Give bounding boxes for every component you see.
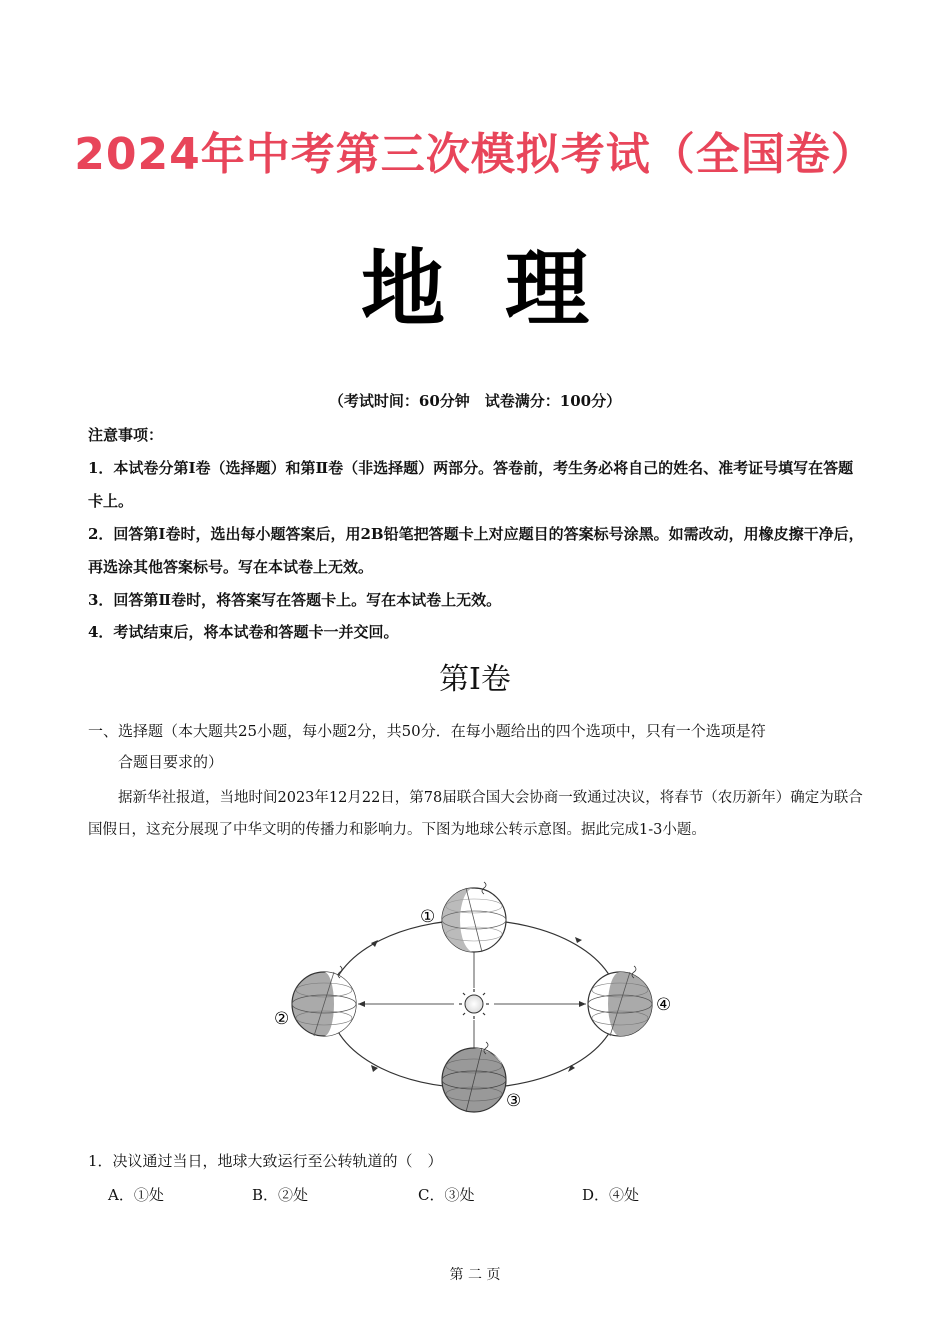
- question-1-stem: 1．决议通过当日，地球大致运行至公转轨道的（ ）: [88, 1152, 443, 1170]
- page-footer: 第 二 页: [449, 1267, 501, 1283]
- label-1: ①: [420, 907, 436, 927]
- note-item-2: 2．回答第Ⅰ卷时，选出每小题答案后，用2B铅笔把答题卡上对应题目的答案标号涂黑。如需改动，用橡皮擦干净后，再选涂其他答案标号。写在本试卷上无效。: [88, 525, 864, 576]
- option-a[interactable]: A．①处: [108, 1186, 164, 1204]
- option-b[interactable]: B．②处: [252, 1186, 309, 1204]
- earth-position-4: [588, 966, 652, 1036]
- exam-info: （考试时间：60分钟 试卷满分：100分）: [328, 392, 622, 410]
- subject-title: 地理: [360, 240, 649, 338]
- earth-position-1: [442, 882, 506, 952]
- arrow-right: [579, 1001, 586, 1007]
- section-line-2: 合题目要求的）: [118, 753, 224, 771]
- exam-title: 2024年中考第三次模拟考试（全国卷）: [74, 129, 876, 180]
- label-4: ④: [656, 995, 672, 1015]
- reading-passage: 据新华社报道，当地时间2023年12月22日，第78届联合国大会协商一致通过决议，将春节（农历新年）确定为联合国假日，这充分展现了中华文明的传播力和影响力。下图为地球公转示意图。据此完成1-3小题。: [88, 790, 863, 838]
- sun-icon: [459, 989, 489, 1019]
- earth-position-3: [442, 1042, 506, 1112]
- section-heading: [88, 716, 868, 778]
- notes-heading: 注意事项：: [88, 426, 164, 444]
- label-3: ③: [506, 1091, 522, 1111]
- orbit-arrow-3: [568, 1065, 575, 1072]
- arrow-left: [358, 1001, 365, 1007]
- earth-orbit-diagram: [270, 880, 690, 1144]
- part-title: 第Ⅰ卷: [439, 662, 511, 697]
- option-c[interactable]: C．③处: [418, 1186, 475, 1204]
- option-d[interactable]: D．④处: [582, 1186, 640, 1204]
- note-item-4: 4．考试结束后，将本试卷和答题卡一并交回。: [88, 623, 399, 641]
- orbit-arrow-2: [575, 937, 582, 943]
- note-item-1: 1．本试卷分第Ⅰ卷（选择题）和第Ⅱ卷（非选择题）两部分。答卷前，考生务必将自己的姓名、准考证号填写在答题卡上。: [88, 459, 854, 510]
- earth-position-2: [292, 966, 356, 1036]
- note-item-3: 3．回答第Ⅱ卷时，将答案写在答题卡上。写在本试卷上无效。: [88, 591, 502, 609]
- label-2: ②: [274, 1009, 290, 1029]
- orbit-svg: [270, 880, 690, 1140]
- section-line-1: 一、选择题（本大题共25小题，每小题2分，共50分．在每小题给出的四个选项中，只有一个选项是符: [88, 722, 766, 740]
- orbit-arrow-1: [371, 940, 378, 947]
